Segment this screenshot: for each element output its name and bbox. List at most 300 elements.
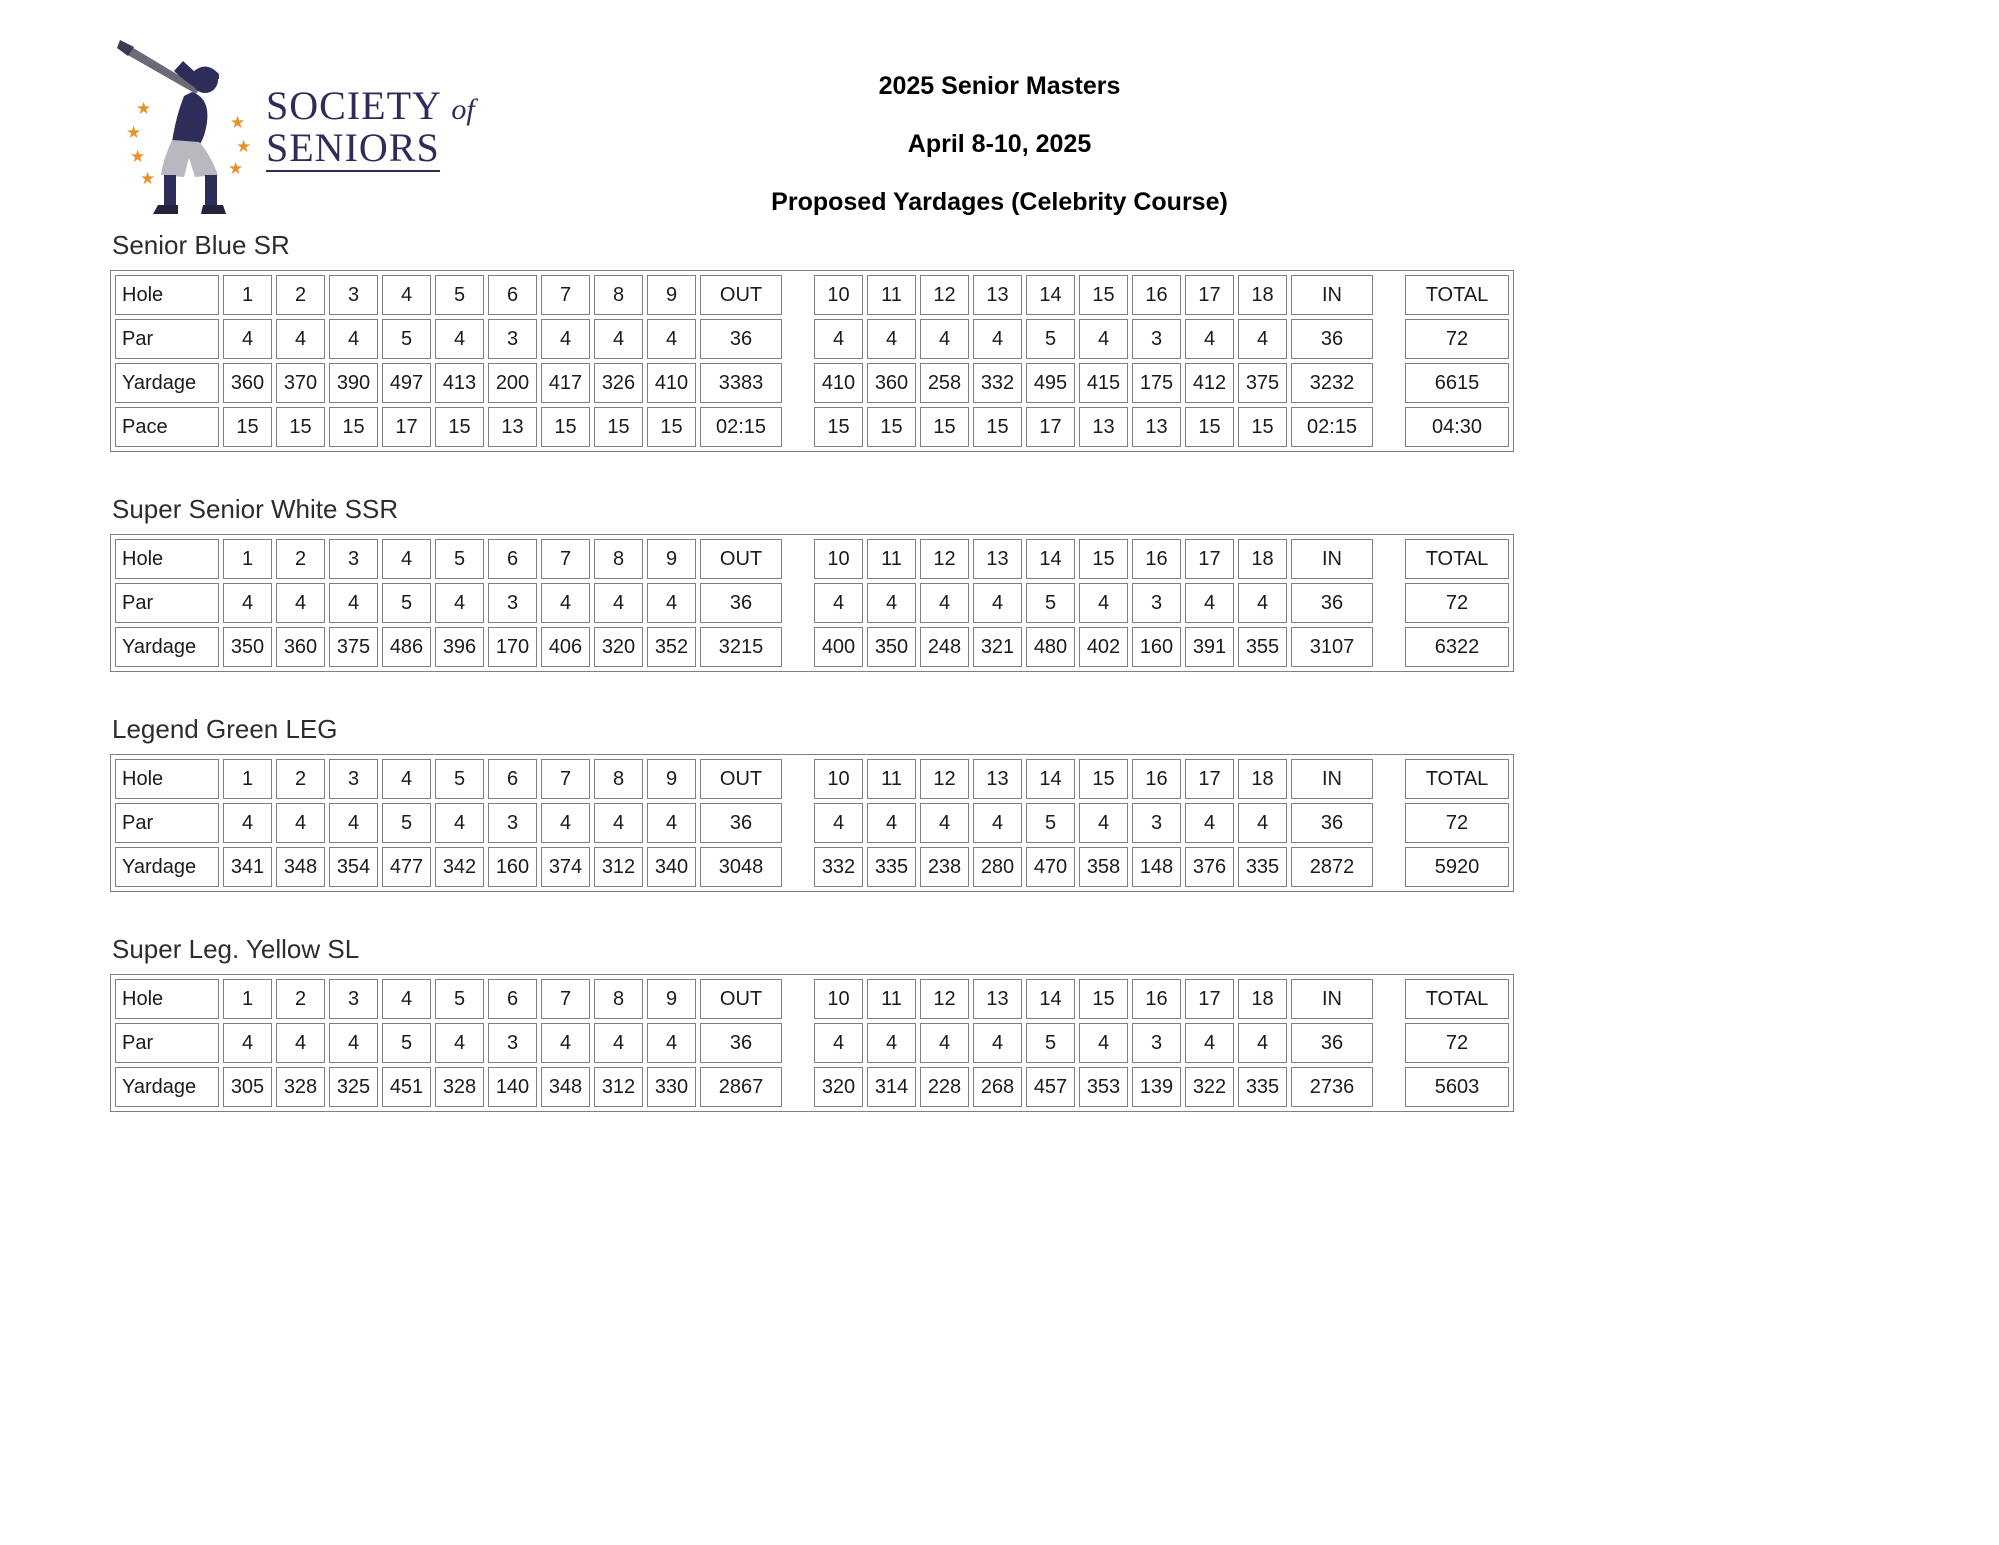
value-cell: 370	[276, 363, 325, 403]
course-section	[110, 714, 1514, 892]
value-cell: 335	[867, 847, 916, 887]
value-cell: 6322	[1405, 627, 1509, 667]
value-cell: 4	[541, 319, 590, 359]
value-cell: 400	[814, 627, 863, 667]
value-cell: 4	[329, 1023, 378, 1063]
value-cell: 4	[973, 319, 1022, 359]
value-cell: 160	[1132, 627, 1181, 667]
value-cell: 412	[1185, 363, 1234, 403]
value-cell: 5603	[1405, 1067, 1509, 1107]
value-cell: 4	[647, 803, 696, 843]
value-cell: 352	[647, 627, 696, 667]
value-cell: 4	[382, 759, 431, 799]
value-cell: 5920	[1405, 847, 1509, 887]
value-cell: 4	[1079, 583, 1128, 623]
value-cell: 4	[435, 1023, 484, 1063]
value-cell: 5	[382, 319, 431, 359]
value-cell: 11	[867, 539, 916, 579]
value-cell: 413	[435, 363, 484, 403]
value-cell: IN	[1291, 539, 1373, 579]
value-cell: 04:30	[1405, 407, 1509, 447]
spacer-cell	[1377, 979, 1401, 1019]
value-cell: 148	[1132, 847, 1181, 887]
value-cell: 3	[329, 539, 378, 579]
value-cell: 17	[1185, 759, 1234, 799]
value-cell: 238	[920, 847, 969, 887]
table-row	[115, 847, 1509, 887]
row-label: Yardage	[115, 847, 219, 887]
value-cell: 335	[1238, 847, 1287, 887]
value-cell: 321	[973, 627, 1022, 667]
value-cell: 15	[814, 407, 863, 447]
value-cell: 17	[1185, 979, 1234, 1019]
value-cell: 15	[1079, 979, 1128, 1019]
value-cell: 16	[1132, 275, 1181, 315]
svg-text:★: ★	[136, 99, 152, 119]
value-cell: 17	[382, 407, 431, 447]
value-cell: 6	[488, 759, 537, 799]
value-cell: 4	[647, 319, 696, 359]
value-cell: 4	[647, 583, 696, 623]
value-cell: 410	[814, 363, 863, 403]
value-cell: 10	[814, 275, 863, 315]
value-cell: 13	[1132, 407, 1181, 447]
yardage-table	[110, 270, 1514, 452]
row-label: Yardage	[115, 627, 219, 667]
value-cell: 4	[920, 319, 969, 359]
course-title: Legend Green LEG	[112, 714, 338, 744]
value-cell: TOTAL	[1405, 275, 1509, 315]
value-cell: 15	[973, 407, 1022, 447]
spacer-cell	[786, 539, 810, 579]
value-cell: 36	[1291, 803, 1373, 843]
value-cell: 5	[1026, 319, 1075, 359]
value-cell: 5	[382, 803, 431, 843]
value-cell: 4	[814, 1023, 863, 1063]
spacer-cell	[1377, 803, 1401, 843]
value-cell: 4	[435, 319, 484, 359]
value-cell: 4	[223, 583, 272, 623]
value-cell: 36	[1291, 583, 1373, 623]
spacer-cell	[786, 275, 810, 315]
value-cell: 4	[1185, 803, 1234, 843]
spacer-cell	[1377, 539, 1401, 579]
value-cell: 497	[382, 363, 431, 403]
value-cell: 470	[1026, 847, 1075, 887]
value-cell: 17	[1185, 275, 1234, 315]
value-cell: 8	[594, 275, 643, 315]
value-cell: 17	[1026, 407, 1075, 447]
value-cell: 2872	[1291, 847, 1373, 887]
value-cell: 4	[1238, 319, 1287, 359]
value-cell: 4	[223, 319, 272, 359]
value-cell: 391	[1185, 627, 1234, 667]
spacer-cell	[786, 759, 810, 799]
value-cell: 5	[435, 539, 484, 579]
value-cell: 4	[223, 803, 272, 843]
value-cell: 390	[329, 363, 378, 403]
value-cell: 4	[1079, 319, 1128, 359]
logo-word-of: of	[451, 92, 475, 126]
value-cell: 305	[223, 1067, 272, 1107]
value-cell: 7	[541, 979, 590, 1019]
value-cell: 3	[488, 1023, 537, 1063]
value-cell: 396	[435, 627, 484, 667]
value-cell: 4	[814, 803, 863, 843]
value-cell: IN	[1291, 979, 1373, 1019]
value-cell: 3	[329, 759, 378, 799]
value-cell: 3	[1132, 319, 1181, 359]
value-cell: 4	[594, 583, 643, 623]
event-subtitle: Proposed Yardages (Celebrity Course)	[771, 188, 1228, 216]
value-cell: 312	[594, 1067, 643, 1107]
value-cell: 360	[223, 363, 272, 403]
value-cell: 170	[488, 627, 537, 667]
spacer-cell	[786, 627, 810, 667]
value-cell: 4	[1185, 319, 1234, 359]
value-cell: 1	[223, 539, 272, 579]
value-cell: 5	[382, 583, 431, 623]
value-cell: 451	[382, 1067, 431, 1107]
value-cell: 160	[488, 847, 537, 887]
value-cell: 4	[1185, 1023, 1234, 1063]
value-cell: 4	[276, 803, 325, 843]
value-cell: 4	[814, 319, 863, 359]
event-title: 2025 Senior Masters	[878, 72, 1121, 100]
value-cell: 3232	[1291, 363, 1373, 403]
value-cell: 228	[920, 1067, 969, 1107]
value-cell: 350	[223, 627, 272, 667]
value-cell: 3048	[700, 847, 782, 887]
value-cell: 4	[223, 1023, 272, 1063]
value-cell: 4	[1238, 583, 1287, 623]
value-cell: 18	[1238, 275, 1287, 315]
value-cell: 3215	[700, 627, 782, 667]
value-cell: 15	[435, 407, 484, 447]
value-cell: 4	[594, 1023, 643, 1063]
value-cell: 2	[276, 539, 325, 579]
value-cell: 4	[276, 1023, 325, 1063]
row-label: Pace	[115, 407, 219, 447]
value-cell: TOTAL	[1405, 979, 1509, 1019]
course-section	[110, 934, 1514, 1112]
value-cell: 480	[1026, 627, 1075, 667]
value-cell: 5	[1026, 583, 1075, 623]
value-cell: 4	[1238, 803, 1287, 843]
value-cell: 341	[223, 847, 272, 887]
value-cell: 16	[1132, 979, 1181, 1019]
value-cell: 14	[1026, 759, 1075, 799]
table-row	[115, 363, 1509, 403]
value-cell: 11	[867, 979, 916, 1019]
value-cell: 15	[276, 407, 325, 447]
value-cell: 326	[594, 363, 643, 403]
value-cell: 8	[594, 759, 643, 799]
svg-text:★: ★	[126, 123, 142, 143]
value-cell: 280	[973, 847, 1022, 887]
value-cell: 7	[541, 275, 590, 315]
value-cell: 4	[435, 583, 484, 623]
row-label: Hole	[115, 275, 219, 315]
value-cell: 200	[488, 363, 537, 403]
table-row	[115, 1023, 1509, 1063]
value-cell: 3	[1132, 1023, 1181, 1063]
value-cell: 350	[867, 627, 916, 667]
value-cell: OUT	[700, 539, 782, 579]
value-cell: 2867	[700, 1067, 782, 1107]
row-label: Yardage	[115, 363, 219, 403]
value-cell: 10	[814, 759, 863, 799]
value-cell: 72	[1405, 319, 1509, 359]
value-cell: 353	[1079, 1067, 1128, 1107]
row-label: Yardage	[115, 1067, 219, 1107]
value-cell: IN	[1291, 275, 1373, 315]
value-cell: 3	[488, 803, 537, 843]
value-cell: 4	[867, 583, 916, 623]
table-row	[115, 319, 1509, 359]
value-cell: 332	[814, 847, 863, 887]
value-cell: 15	[920, 407, 969, 447]
table-row	[115, 407, 1509, 447]
svg-text:★: ★	[140, 169, 156, 189]
value-cell: 4	[973, 803, 1022, 843]
value-cell: TOTAL	[1405, 539, 1509, 579]
value-cell: 36	[700, 319, 782, 359]
svg-text:★: ★	[230, 113, 246, 133]
spacer-cell	[1377, 407, 1401, 447]
title-block	[0, 72, 1999, 246]
value-cell: 374	[541, 847, 590, 887]
value-cell: 248	[920, 627, 969, 667]
value-cell: 4	[867, 1023, 916, 1063]
value-cell: 175	[1132, 363, 1181, 403]
value-cell: 376	[1185, 847, 1234, 887]
spacer-cell	[786, 319, 810, 359]
value-cell: 3	[1132, 583, 1181, 623]
yardage-table	[110, 974, 1514, 1112]
value-cell: 375	[329, 627, 378, 667]
value-cell: 15	[1079, 759, 1128, 799]
value-cell: 495	[1026, 363, 1075, 403]
svg-text:★: ★	[130, 147, 146, 167]
value-cell: 5	[1026, 803, 1075, 843]
table-row	[115, 627, 1509, 667]
table-row	[115, 979, 1509, 1019]
spacer-cell	[1377, 1067, 1401, 1107]
value-cell: 6	[488, 979, 537, 1019]
value-cell: 4	[973, 583, 1022, 623]
value-cell: 5	[435, 759, 484, 799]
value-cell: 328	[435, 1067, 484, 1107]
value-cell: 402	[1079, 627, 1128, 667]
row-label: Hole	[115, 979, 219, 1019]
value-cell: 4	[329, 583, 378, 623]
row-label: Par	[115, 803, 219, 843]
value-cell: 348	[541, 1067, 590, 1107]
value-cell: 3	[1132, 803, 1181, 843]
value-cell: 13	[973, 539, 1022, 579]
value-cell: OUT	[700, 275, 782, 315]
value-cell: 12	[920, 759, 969, 799]
spacer-cell	[786, 1067, 810, 1107]
yardage-table	[110, 534, 1514, 672]
value-cell: 417	[541, 363, 590, 403]
value-cell: 15	[541, 407, 590, 447]
value-cell: 3	[488, 319, 537, 359]
value-cell: 12	[920, 539, 969, 579]
value-cell: 2	[276, 979, 325, 1019]
spacer-cell	[786, 407, 810, 447]
value-cell: 13	[973, 759, 1022, 799]
logo-word-seniors: SENIORS	[266, 124, 440, 170]
value-cell: 406	[541, 627, 590, 667]
value-cell: 14	[1026, 275, 1075, 315]
value-cell: 5	[435, 275, 484, 315]
value-cell: 18	[1238, 979, 1287, 1019]
value-cell: 6615	[1405, 363, 1509, 403]
value-cell: 354	[329, 847, 378, 887]
value-cell: 36	[1291, 319, 1373, 359]
value-cell: 15	[329, 407, 378, 447]
value-cell: 330	[647, 1067, 696, 1107]
value-cell: TOTAL	[1405, 759, 1509, 799]
value-cell: 4	[594, 319, 643, 359]
value-cell: 1	[223, 759, 272, 799]
value-cell: 4	[1238, 1023, 1287, 1063]
value-cell: 322	[1185, 1067, 1234, 1107]
table-row	[115, 583, 1509, 623]
spacer-cell	[786, 847, 810, 887]
spacer-cell	[1377, 1023, 1401, 1063]
value-cell: 16	[1132, 539, 1181, 579]
value-cell: 13	[973, 275, 1022, 315]
value-cell: 4	[382, 275, 431, 315]
value-cell: 415	[1079, 363, 1128, 403]
value-cell: 3	[488, 583, 537, 623]
value-cell: 314	[867, 1067, 916, 1107]
value-cell: 1	[223, 979, 272, 1019]
row-label: Par	[115, 319, 219, 359]
value-cell: 4	[329, 319, 378, 359]
value-cell: 13	[488, 407, 537, 447]
value-cell: 4	[276, 583, 325, 623]
table-row	[115, 1067, 1509, 1107]
value-cell: 360	[867, 363, 916, 403]
value-cell: 11	[867, 759, 916, 799]
value-cell: 258	[920, 363, 969, 403]
value-cell: 36	[700, 583, 782, 623]
value-cell: 139	[1132, 1067, 1181, 1107]
value-cell: 4	[541, 1023, 590, 1063]
row-label: Par	[115, 1023, 219, 1063]
table-row	[115, 803, 1509, 843]
spacer-cell	[1377, 847, 1401, 887]
value-cell: 4	[1079, 803, 1128, 843]
value-cell: 360	[276, 627, 325, 667]
event-dates: April 8-10, 2025	[907, 130, 1092, 158]
spacer-cell	[786, 1023, 810, 1063]
value-cell: 5	[1026, 1023, 1075, 1063]
value-cell: 9	[647, 539, 696, 579]
spacer-cell	[1377, 363, 1401, 403]
value-cell: 4	[382, 979, 431, 1019]
value-cell: 6	[488, 539, 537, 579]
value-cell: IN	[1291, 759, 1373, 799]
spacer-cell	[786, 803, 810, 843]
value-cell: 14	[1026, 979, 1075, 1019]
value-cell: 340	[647, 847, 696, 887]
value-cell: 4	[920, 803, 969, 843]
value-cell: 10	[814, 539, 863, 579]
value-cell: 4	[1079, 1023, 1128, 1063]
value-cell: 4	[329, 803, 378, 843]
value-cell: 15	[647, 407, 696, 447]
value-cell: 15	[1238, 407, 1287, 447]
value-cell: 6	[488, 275, 537, 315]
value-cell: 4	[920, 1023, 969, 1063]
value-cell: 8	[594, 539, 643, 579]
value-cell: 4	[594, 803, 643, 843]
value-cell: 1	[223, 275, 272, 315]
value-cell: 375	[1238, 363, 1287, 403]
value-cell: 12	[920, 275, 969, 315]
value-cell: 4	[382, 539, 431, 579]
value-cell: 36	[700, 803, 782, 843]
value-cell: 328	[276, 1067, 325, 1107]
value-cell: 355	[1238, 627, 1287, 667]
value-cell: 410	[647, 363, 696, 403]
value-cell: 15	[594, 407, 643, 447]
value-cell: 457	[1026, 1067, 1075, 1107]
value-cell: 13	[1079, 407, 1128, 447]
value-cell: 342	[435, 847, 484, 887]
value-cell: 4	[1185, 583, 1234, 623]
courses	[110, 230, 1514, 1154]
value-cell: 348	[276, 847, 325, 887]
value-cell: 9	[647, 275, 696, 315]
value-cell: OUT	[700, 759, 782, 799]
value-cell: 14	[1026, 539, 1075, 579]
course-title: Super Leg. Yellow SL	[112, 934, 360, 964]
value-cell: 72	[1405, 803, 1509, 843]
course-title: Super Senior White SSR	[112, 494, 399, 524]
course-section	[110, 494, 1514, 672]
value-cell: 2736	[1291, 1067, 1373, 1107]
value-cell: 4	[867, 319, 916, 359]
value-cell: 15	[1079, 539, 1128, 579]
value-cell: 72	[1405, 1023, 1509, 1063]
value-cell: 17	[1185, 539, 1234, 579]
value-cell: 5	[382, 1023, 431, 1063]
value-cell: 02:15	[1291, 407, 1373, 447]
row-label: Par	[115, 583, 219, 623]
row-label: Hole	[115, 539, 219, 579]
value-cell: 358	[1079, 847, 1128, 887]
value-cell: 02:15	[700, 407, 782, 447]
value-cell: 16	[1132, 759, 1181, 799]
spacer-cell	[786, 583, 810, 623]
value-cell: 15	[1079, 275, 1128, 315]
value-cell: 332	[973, 363, 1022, 403]
value-cell: 15	[867, 407, 916, 447]
yardage-table	[110, 754, 1514, 892]
value-cell: 5	[435, 979, 484, 1019]
value-cell: 36	[700, 1023, 782, 1063]
row-label: Hole	[115, 759, 219, 799]
value-cell: 140	[488, 1067, 537, 1107]
value-cell: 9	[647, 759, 696, 799]
value-cell: 335	[1238, 1067, 1287, 1107]
